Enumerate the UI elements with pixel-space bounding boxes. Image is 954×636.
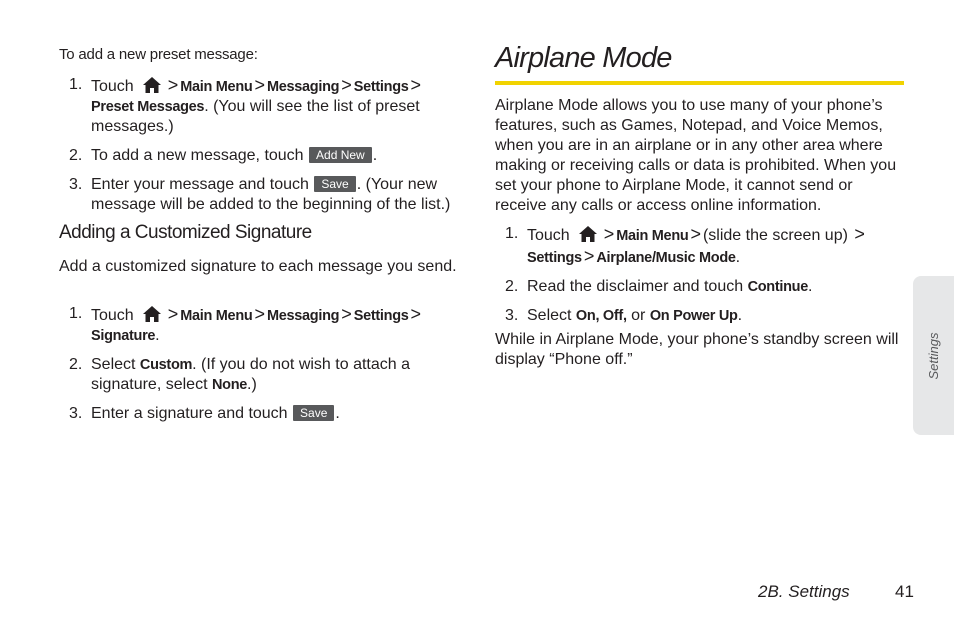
side-tab-label: Settings <box>925 332 941 379</box>
section-side-tab <box>913 276 954 435</box>
list-item: 1. Touch > Main Menu > Messaging > Settings > Signature. <box>69 304 422 344</box>
airplane-intro: Airplane Mode allows you to use many of your phone’s features, such as Games, Notepad, and Voice Memos, when you are in an airplane or in any other area where making or receiving calls or data is prohibited. When you set your phone to Airplane Mode, it cannot send or receive any calls or access online information. <box>495 97 897 214</box>
preset-steps <box>59 75 471 224</box>
signature-intro: Add a customized signature to each message you send. <box>59 258 457 275</box>
list-item: 3. Enter a signature and touch Save . <box>69 405 340 422</box>
list-item: 1. Touch > Main Menu > (slide the screen up) > Settings > Airplane/Music Mode. <box>505 224 865 266</box>
page-number: 41 <box>895 582 914 601</box>
standby-note: While in Airplane Mode, your phone’s standby screen will display “Phone off.” <box>495 331 899 368</box>
intro-text: To add a new preset message: <box>59 46 258 63</box>
signature-steps <box>59 304 471 433</box>
list-item: 2. Read the disclaimer and touch Continue. <box>505 278 813 295</box>
list-item: 3. Enter your message and touch Save . (Your new message will be added to the beginning of the list.) <box>69 176 451 213</box>
section-heading: Adding a Customized Signature <box>59 222 312 243</box>
save-button: Save <box>293 405 334 421</box>
page-title: Airplane Mode <box>495 42 672 74</box>
list-item: 1. Touch > Main Menu > Messaging > Settings > Preset Messages. (You will see the list of preset messages.) <box>69 75 422 135</box>
page-footer <box>758 582 914 602</box>
footer-section: 2B. Settings <box>758 582 850 601</box>
save-button: Save <box>314 176 355 192</box>
list-item: 2. To add a new message, touch Add New . <box>69 147 378 164</box>
airplane-steps <box>495 224 907 335</box>
home-icon <box>142 76 162 94</box>
list-item: 3. Select On, Off, or On Power Up. <box>505 307 743 324</box>
add-new-button: Add New <box>309 147 372 163</box>
home-icon <box>578 225 598 243</box>
title-rule <box>495 81 904 85</box>
list-item: 2. Select Custom. (If you do not wish to attach a signature, select None.) <box>69 356 410 393</box>
home-icon <box>142 305 162 323</box>
